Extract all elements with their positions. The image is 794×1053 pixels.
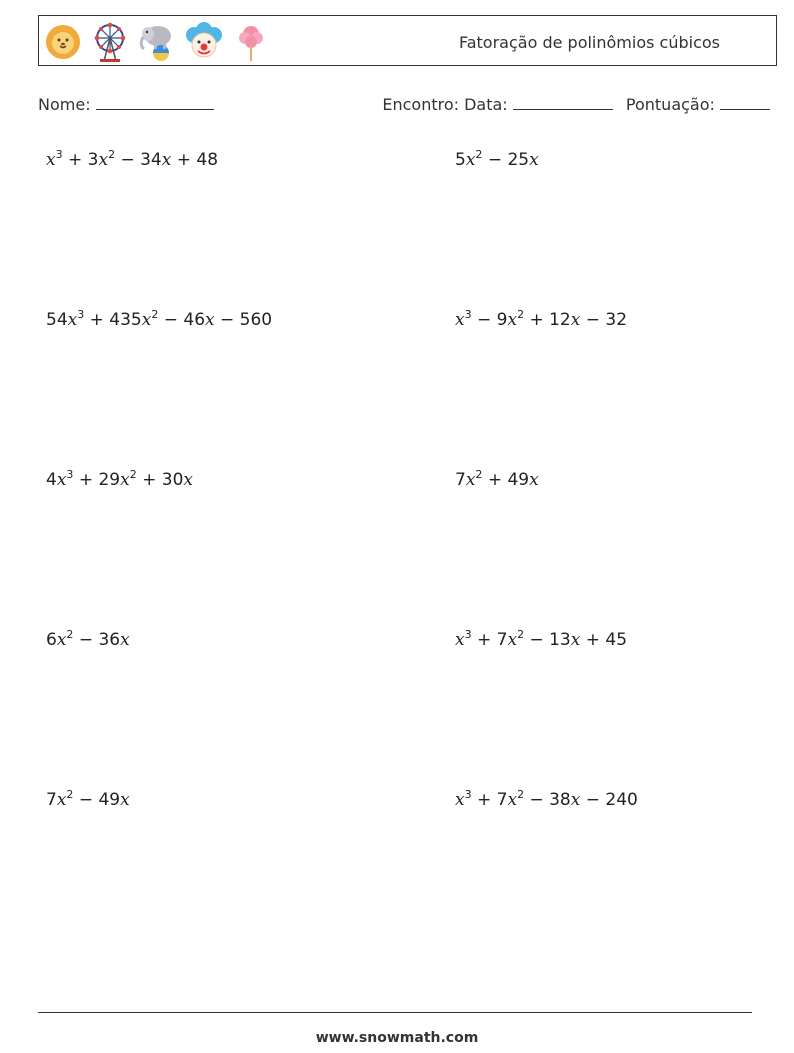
- score-label: Pontuação:: [625, 95, 715, 114]
- term-text: 7: [455, 470, 466, 490]
- problem-expression: [46, 790, 130, 810]
- variable: x: [98, 150, 109, 170]
- term-text: + 29: [73, 470, 121, 490]
- variable: x: [570, 630, 581, 650]
- term-text: + 12: [524, 310, 571, 330]
- exponent: 2: [129, 468, 137, 481]
- variable: x: [507, 790, 518, 810]
- variable: x: [56, 630, 67, 650]
- variable: x: [56, 790, 67, 810]
- term-text: + 7: [471, 630, 508, 650]
- term-text: + 435: [84, 310, 142, 330]
- variable: x: [507, 310, 518, 330]
- exponent: 3: [66, 468, 74, 481]
- term-text: + 45: [580, 630, 628, 650]
- exponent: 2: [108, 148, 116, 161]
- variable: x: [56, 470, 67, 490]
- variable: x: [120, 790, 130, 810]
- variable: x: [570, 790, 581, 810]
- footer-url: www.snowmath.com: [315, 1030, 479, 1046]
- encounter-date-label: Encontro: Data:: [382, 95, 508, 114]
- exponent: 2: [66, 628, 74, 641]
- problem-expression: [46, 630, 130, 650]
- exponent: 2: [475, 468, 483, 481]
- problem-expression: [455, 470, 539, 490]
- exponent: 2: [151, 308, 159, 321]
- term-text: − 9: [471, 310, 508, 330]
- term-text: − 240: [580, 790, 638, 810]
- problem-expression: [455, 150, 539, 170]
- exponent: 2: [517, 628, 525, 641]
- term-text: − 36: [73, 630, 121, 650]
- term-text: − 38: [524, 790, 571, 810]
- exponent: 2: [517, 788, 525, 801]
- term-text: − 13: [524, 630, 571, 650]
- variable: x: [465, 470, 476, 490]
- term-text: − 46: [158, 310, 206, 330]
- footer-divider: [38, 1012, 752, 1013]
- variable: x: [205, 310, 215, 330]
- term-text: − 32: [580, 310, 628, 330]
- term-text: − 34: [115, 150, 162, 170]
- problem-expression: [46, 470, 193, 490]
- problem-expression: [46, 150, 218, 170]
- variable: x: [161, 150, 172, 170]
- variable: x: [183, 470, 193, 490]
- problem-expression: [455, 790, 638, 810]
- term-text: 4: [46, 470, 57, 490]
- variable: x: [455, 790, 465, 810]
- exponent: 2: [517, 308, 525, 321]
- worksheet-title: Fatoração de polinômios cúbicos: [458, 33, 720, 52]
- term-text: 6: [46, 630, 57, 650]
- term-text: − 560: [214, 310, 273, 330]
- term-text: + 49: [482, 470, 530, 490]
- exponent: 3: [77, 308, 85, 321]
- term-text: − 25: [482, 150, 530, 170]
- problem-expression: [455, 310, 627, 330]
- variable: x: [507, 630, 518, 650]
- exponent: 3: [464, 788, 472, 801]
- exponent: 2: [66, 788, 74, 801]
- variable: x: [465, 150, 476, 170]
- exponent: 3: [55, 148, 63, 161]
- term-text: + 48: [171, 150, 219, 170]
- variable: x: [120, 470, 130, 490]
- term-text: + 7: [471, 790, 508, 810]
- exponent: 3: [464, 308, 472, 321]
- term-text: 54: [46, 310, 68, 330]
- exponent: 2: [475, 148, 483, 161]
- term-text: 5: [455, 150, 466, 170]
- problem-expression: [455, 630, 627, 650]
- term-text: + 3: [62, 150, 99, 170]
- exponent: 3: [464, 628, 472, 641]
- variable: x: [529, 470, 539, 490]
- term-text: 7: [46, 790, 57, 810]
- variable: x: [570, 310, 581, 330]
- term-text: + 30: [136, 470, 184, 490]
- name-label: Nome:: [38, 95, 91, 114]
- variable: x: [141, 310, 152, 330]
- variable: x: [46, 150, 56, 170]
- variable: x: [67, 310, 78, 330]
- term-text: − 49: [73, 790, 121, 810]
- variable: x: [455, 630, 465, 650]
- variable: x: [120, 630, 130, 650]
- variable: x: [529, 150, 539, 170]
- problem-expression: [46, 310, 272, 330]
- variable: x: [455, 310, 465, 330]
